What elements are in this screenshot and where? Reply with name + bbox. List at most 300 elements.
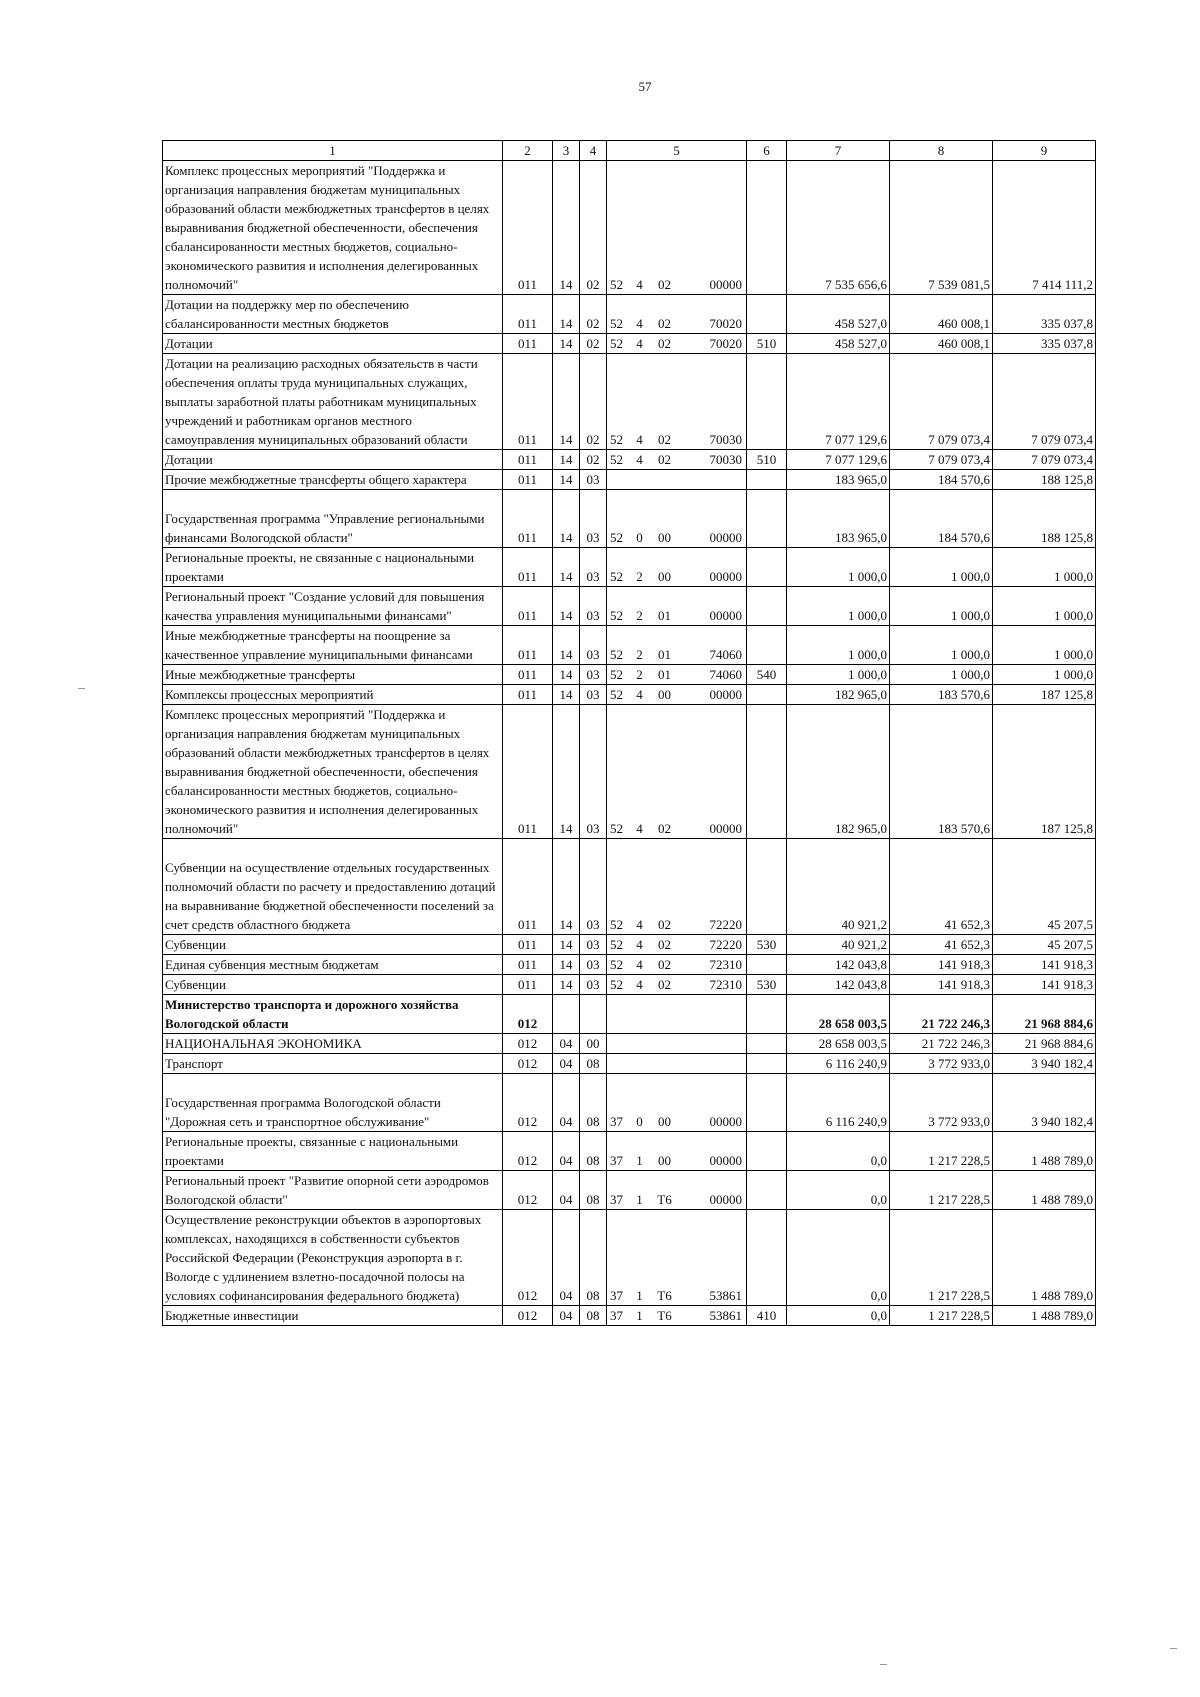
ministry-code: 012 [503,1074,553,1132]
expense-type-code [747,955,787,975]
section-code: 04 [553,1171,580,1210]
target-program-code: 52 [607,334,630,354]
target-event-code [650,995,680,1034]
amount-year-1: 40 921,2 [787,935,890,955]
row-name [163,334,503,354]
amount-year-2: 1 000,0 [890,626,993,665]
subsection-code: 03 [580,470,607,490]
amount-year-3: 1 000,0 [993,548,1096,587]
table-row [163,334,1096,354]
target-direction-code: 00000 [680,548,747,587]
amount-year-3: 1 488 789,0 [993,1171,1096,1210]
amount-year-3: 21 968 884,6 [993,995,1096,1034]
target-event-code: 02 [650,839,680,935]
ministry-code: 011 [503,450,553,470]
ministry-code: 011 [503,470,553,490]
row-name-text: Иные межбюджетные трансферты [165,667,356,682]
amount-year-1: 182 965,0 [787,685,890,705]
target-direction-code: 00000 [680,161,747,295]
column-header: 4 [580,141,607,161]
target-type-code: 4 [630,161,650,295]
amount-year-1: 6 116 240,9 [787,1074,890,1132]
target-event-code [650,470,680,490]
amount-year-3: 1 000,0 [993,665,1096,685]
amount-year-2: 183 570,6 [890,685,993,705]
amount-year-3: 45 207,5 [993,839,1096,935]
target-direction-code: 70020 [680,334,747,354]
subsection-code: 02 [580,161,607,295]
target-event-code: 02 [650,955,680,975]
table-row [163,935,1096,955]
row-name-text: Иные межбюджетные трансферты на поощрение за качественное управление муниципальными финансами [165,628,473,662]
target-program-code: 37 [607,1306,630,1326]
section-code: 14 [553,470,580,490]
table-row [163,955,1096,975]
target-program-code [607,995,630,1034]
ministry-code: 011 [503,955,553,975]
section-code: 14 [553,955,580,975]
target-type-code [630,995,650,1034]
expense-type-code [747,685,787,705]
ministry-code: 011 [503,705,553,839]
section-code [553,995,580,1034]
amount-year-2: 183 570,6 [890,705,993,839]
subsection-code: 03 [580,935,607,955]
target-event-code: 02 [650,975,680,995]
target-program-code: 52 [607,354,630,450]
amount-year-2: 7 079 073,4 [890,450,993,470]
row-name-text: Единая субвенция местным бюджетам [165,957,379,972]
target-type-code: 2 [630,626,650,665]
ministry-code: 011 [503,295,553,334]
column-header: 5 [607,141,747,161]
target-event-code: 00 [650,1074,680,1132]
amount-year-1: 1 000,0 [787,626,890,665]
target-type-code: 0 [630,1074,650,1132]
amount-year-1: 6 116 240,9 [787,1054,890,1074]
row-name [163,935,503,955]
ministry-code: 011 [503,839,553,935]
expense-type-code [747,1034,787,1054]
ministry-code: 011 [503,626,553,665]
target-event-code: 02 [650,354,680,450]
row-name-text: Субвенции на осуществление отдельных государственных полномочий области по расчету и предоставлению дотаций на выравнивание бюджетной обеспеченности поселений за счет средств областного бюджета [165,860,496,932]
table-row [163,626,1096,665]
target-type-code: 1 [630,1306,650,1326]
row-name-text: Дотации на поддержку мер по обеспечению сбалансированности местных бюджетов [165,297,409,331]
section-code: 14 [553,548,580,587]
expense-type-code [747,1074,787,1132]
amount-year-2: 184 570,6 [890,470,993,490]
amount-year-1: 7 077 129,6 [787,354,890,450]
ministry-code: 012 [503,1306,553,1326]
subsection-code: 03 [580,839,607,935]
amount-year-3: 1 000,0 [993,587,1096,626]
amount-year-1: 7 535 656,6 [787,161,890,295]
subsection-code: 02 [580,295,607,334]
subsection-code: 08 [580,1210,607,1306]
section-code: 04 [553,1074,580,1132]
target-program-code: 37 [607,1074,630,1132]
amount-year-1: 1 000,0 [787,587,890,626]
expense-type-code [747,1210,787,1306]
table-row [163,839,1096,935]
section-code: 14 [553,935,580,955]
subsection-code: 08 [580,1171,607,1210]
subsection-code: 03 [580,548,607,587]
ministry-code: 011 [503,548,553,587]
expense-type-code [747,626,787,665]
row-name [163,470,503,490]
ministry-code: 012 [503,1054,553,1074]
row-name [163,490,503,548]
target-type-code: 2 [630,548,650,587]
table-row [163,705,1096,839]
target-direction-code [680,995,747,1034]
amount-year-1: 28 658 003,5 [787,1034,890,1054]
row-name [163,665,503,685]
expense-type-code [747,1132,787,1171]
target-direction-code: 00000 [680,587,747,626]
target-direction-code: 70030 [680,354,747,450]
amount-year-1: 0,0 [787,1132,890,1171]
row-name [163,587,503,626]
amount-year-3: 3 940 182,4 [993,1054,1096,1074]
subsection-code: 03 [580,626,607,665]
amount-year-1: 142 043,8 [787,955,890,975]
target-event-code: 01 [650,587,680,626]
amount-year-3: 335 037,8 [993,295,1096,334]
scan-mark [880,1664,887,1665]
target-type-code: 4 [630,975,650,995]
amount-year-3: 7 414 111,2 [993,161,1096,295]
amount-year-1: 0,0 [787,1171,890,1210]
target-direction-code: 72310 [680,975,747,995]
expense-type-code [747,470,787,490]
amount-year-1: 458 527,0 [787,295,890,334]
subsection-code: 03 [580,587,607,626]
target-direction-code: 00000 [680,1074,747,1132]
expense-type-code [747,295,787,334]
table-row [163,1171,1096,1210]
target-program-code: 52 [607,665,630,685]
section-code: 04 [553,1054,580,1074]
page-number: 57 [638,79,652,94]
amount-year-2: 1 217 228,5 [890,1306,993,1326]
amount-year-1: 1 000,0 [787,665,890,685]
subsection-code: 00 [580,1034,607,1054]
subsection-code: 02 [580,334,607,354]
subsection-code: 08 [580,1054,607,1074]
amount-year-3: 335 037,8 [993,334,1096,354]
target-direction-code: 53861 [680,1306,747,1326]
target-direction-code: 70030 [680,450,747,470]
row-name-text: НАЦИОНАЛЬНАЯ ЭКОНОМИКА [165,1036,362,1051]
section-code: 14 [553,705,580,839]
amount-year-2: 184 570,6 [890,490,993,548]
section-code: 04 [553,1132,580,1171]
section-code: 14 [553,975,580,995]
target-program-code [607,1034,630,1054]
amount-year-2: 1 217 228,5 [890,1171,993,1210]
amount-year-2: 141 918,3 [890,955,993,975]
target-event-code [650,1034,680,1054]
amount-year-1: 28 658 003,5 [787,995,890,1034]
section-code: 14 [553,161,580,295]
row-name-text: Прочие межбюджетные трансферты общего характера [165,472,467,487]
expense-type-code [747,490,787,548]
target-direction-code: 00000 [680,490,747,548]
table-row [163,1074,1096,1132]
row-name [163,626,503,665]
row-name-text: Осуществление реконструкции объектов в аэропортовых комплексах, находящихся в собственности субъектов Российской Федерации (Реконструкция аэропорта в г. Вологде с удлинением взлетно-посадочной полосы на условиях софинансирования федерального бюджета) [165,1212,482,1303]
amount-year-1: 458 527,0 [787,334,890,354]
target-direction-code: 00000 [680,685,747,705]
amount-year-2: 1 000,0 [890,665,993,685]
target-type-code: 2 [630,587,650,626]
row-name-text: Субвенции [165,977,226,992]
target-program-code: 52 [607,587,630,626]
amount-year-3: 188 125,8 [993,490,1096,548]
row-name-text: Государственная программа Вологодской области "Дорожная сеть и транспортное обслуживание" [165,1095,441,1129]
row-name [163,161,503,295]
ministry-code: 012 [503,995,553,1034]
row-name-text: Комплекс процессных мероприятий "Поддержка и организация направления бюджетам муниципальных образований области межбюджетных трансфертов в целях выравнивания бюджетной обеспеченности, обеспечения сбалансированности местных бюджетов, социально-экономического развития и исполнения делегированных полномочий" [165,163,490,292]
target-type-code: 0 [630,490,650,548]
target-direction-code: 00000 [680,705,747,839]
expense-type-code [747,1171,787,1210]
ministry-code: 011 [503,161,553,295]
target-event-code: 00 [650,1132,680,1171]
row-name-text: Транспорт [165,1056,223,1071]
amount-year-2: 21 722 246,3 [890,995,993,1034]
ministry-code: 011 [503,587,553,626]
row-name [163,685,503,705]
target-program-code: 52 [607,295,630,334]
row-name-text: Бюджетные инвестиции [165,1308,299,1323]
section-code: 14 [553,450,580,470]
expense-type-code [747,839,787,935]
expense-type-code: 530 [747,975,787,995]
section-code: 04 [553,1210,580,1306]
table-row [163,161,1096,295]
amount-year-1: 40 921,2 [787,839,890,935]
target-event-code: 02 [650,334,680,354]
amount-year-2: 3 772 933,0 [890,1054,993,1074]
expense-type-code [747,161,787,295]
target-direction-code: 00000 [680,1132,747,1171]
target-program-code: 52 [607,161,630,295]
table-row [163,548,1096,587]
row-name-text: Дотации [165,336,213,351]
row-name-text: Региональный проект "Развитие опорной сети аэродромов Вологодской области" [165,1173,489,1207]
amount-year-2: 41 652,3 [890,935,993,955]
subsection-code: 02 [580,450,607,470]
amount-year-3: 141 918,3 [993,955,1096,975]
row-name-text: Комплекс процессных мероприятий "Поддержка и организация направления бюджетам муниципальных образований области межбюджетных трансфертов в целях выравнивания бюджетной обеспеченности, обеспечения сбалансированности местных бюджетов, социально-экономического развития и исполнения делегированных полномочий" [165,707,490,836]
target-event-code: Т6 [650,1306,680,1326]
amount-year-1: 183 965,0 [787,470,890,490]
row-name-text: Государственная программа "Управление региональными финансами Вологодской области" [165,511,485,545]
amount-year-2: 1 217 228,5 [890,1210,993,1306]
column-header: 7 [787,141,890,161]
target-type-code: 4 [630,705,650,839]
ministry-code: 011 [503,354,553,450]
budget-table [162,140,1096,1326]
target-program-code: 52 [607,955,630,975]
column-header: 9 [993,141,1096,161]
scan-mark [78,688,85,689]
ministry-code: 011 [503,975,553,995]
target-event-code: 02 [650,705,680,839]
row-name [163,955,503,975]
target-type-code: 1 [630,1132,650,1171]
row-name [163,295,503,334]
table-row [163,1306,1096,1326]
amount-year-3: 45 207,5 [993,935,1096,955]
column-header: 6 [747,141,787,161]
target-event-code: 02 [650,450,680,470]
target-program-code: 52 [607,626,630,665]
target-event-code: 01 [650,626,680,665]
amount-year-1: 142 043,8 [787,975,890,995]
target-direction-code: 72220 [680,935,747,955]
table-row [163,975,1096,995]
column-header: 2 [503,141,553,161]
target-event-code [650,1054,680,1074]
amount-year-2: 460 008,1 [890,334,993,354]
target-program-code: 52 [607,935,630,955]
section-code: 14 [553,685,580,705]
ministry-code: 012 [503,1034,553,1054]
amount-year-2: 21 722 246,3 [890,1034,993,1054]
ministry-code: 012 [503,1210,553,1306]
amount-year-3: 188 125,8 [993,470,1096,490]
row-name [163,450,503,470]
row-name-text: Региональные проекты, связанные с национальными проектами [165,1134,459,1168]
amount-year-1: 0,0 [787,1306,890,1326]
table-row [163,1034,1096,1054]
target-event-code: 02 [650,935,680,955]
ministry-code: 011 [503,490,553,548]
amount-year-3: 187 125,8 [993,705,1096,839]
table-row [163,470,1096,490]
amount-year-1: 1 000,0 [787,548,890,587]
amount-year-3: 3 940 182,4 [993,1074,1096,1132]
amount-year-2: 460 008,1 [890,295,993,334]
target-direction-code [680,1054,747,1074]
ministry-code: 012 [503,1132,553,1171]
row-name [163,839,503,935]
target-program-code: 37 [607,1132,630,1171]
target-program-code: 52 [607,490,630,548]
row-name-text: Дотации [165,452,213,467]
amount-year-3: 7 079 073,4 [993,450,1096,470]
amount-year-2: 141 918,3 [890,975,993,995]
section-code: 14 [553,295,580,334]
subsection-code [580,995,607,1034]
amount-year-1: 7 077 129,6 [787,450,890,470]
table-header-row [163,141,1096,161]
amount-year-3: 187 125,8 [993,685,1096,705]
row-name [163,1210,503,1306]
target-program-code: 52 [607,548,630,587]
amount-year-2: 3 772 933,0 [890,1074,993,1132]
target-program-code: 52 [607,975,630,995]
target-event-code: 00 [650,548,680,587]
amount-year-3: 1 488 789,0 [993,1210,1096,1306]
expense-type-code: 530 [747,935,787,955]
row-name-text: Региональный проект "Создание условий для повышения качества управления муниципальными финансами" [165,589,485,623]
expense-type-code [747,705,787,839]
expense-type-code [747,354,787,450]
target-type-code: 1 [630,1171,650,1210]
subsection-code: 03 [580,705,607,839]
expense-type-code [747,1054,787,1074]
amount-year-3: 7 079 073,4 [993,354,1096,450]
row-name [163,1306,503,1326]
row-name-text: Дотации на реализацию расходных обязательств в части обеспечения оплаты труда муниципальных служащих, выплаты заработной платы работникам муниципальных учреждений и работникам органов местного самоуправления муниципальных образований области [165,356,478,447]
row-name [163,1034,503,1054]
row-name [163,705,503,839]
section-code: 14 [553,626,580,665]
scan-mark [1170,1648,1177,1649]
section-code: 14 [553,354,580,450]
target-type-code: 4 [630,450,650,470]
target-event-code: 00 [650,685,680,705]
target-event-code: Т6 [650,1171,680,1210]
column-header: 3 [553,141,580,161]
section-code: 04 [553,1034,580,1054]
subsection-code: 03 [580,975,607,995]
table-row [163,490,1096,548]
target-direction-code: 74060 [680,626,747,665]
table-row [163,295,1096,334]
target-direction-code: 72310 [680,955,747,975]
ministry-code: 011 [503,935,553,955]
target-event-code: 02 [650,295,680,334]
ministry-code: 011 [503,334,553,354]
target-event-code: 00 [650,490,680,548]
target-type-code: 4 [630,935,650,955]
table-row [163,354,1096,450]
amount-year-3: 1 488 789,0 [993,1306,1096,1326]
target-program-code: 37 [607,1210,630,1306]
target-type-code: 1 [630,1210,650,1306]
amount-year-3: 21 968 884,6 [993,1034,1096,1054]
ministry-code: 011 [503,665,553,685]
amount-year-2: 1 000,0 [890,548,993,587]
row-name-text: Комплексы процессных мероприятий [165,687,374,702]
target-direction-code [680,470,747,490]
section-code: 14 [553,587,580,626]
section-code: 04 [553,1306,580,1326]
target-event-code: Т6 [650,1210,680,1306]
row-name [163,548,503,587]
row-name-text: Региональные проекты, не связанные с национальными проектами [165,550,475,584]
expense-type-code: 410 [747,1306,787,1326]
target-program-code: 37 [607,1171,630,1210]
target-type-code: 4 [630,955,650,975]
amount-year-1: 182 965,0 [787,705,890,839]
amount-year-1: 183 965,0 [787,490,890,548]
table-row [163,1054,1096,1074]
amount-year-1: 0,0 [787,1210,890,1306]
target-type-code: 4 [630,334,650,354]
amount-year-3: 141 918,3 [993,975,1096,995]
target-program-code [607,1054,630,1074]
subsection-code: 08 [580,1306,607,1326]
